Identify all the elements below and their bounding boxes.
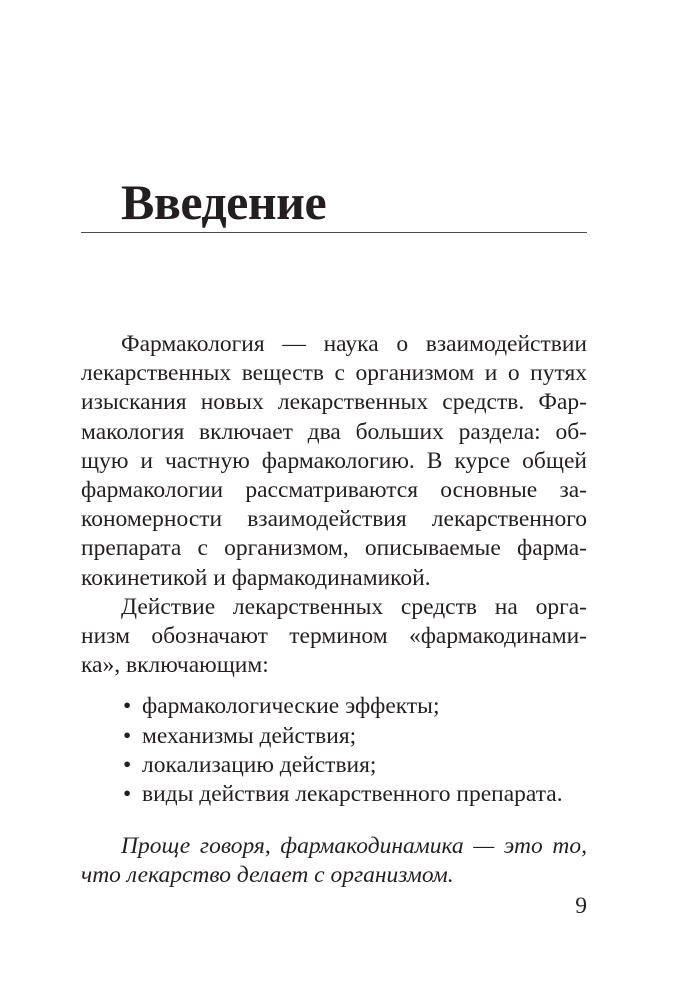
paragraph-pharmacology-definition	[81, 330, 587, 593]
page-number: 9	[575, 893, 587, 919]
text-line: препарата с организмом, описываемые фарма-	[81, 535, 587, 562]
text-line: макология включает два больших раздела: об-	[81, 418, 587, 445]
bullet-icon: •	[123, 722, 132, 749]
list-item-text: виды действия лекарственного препарата.	[142, 781, 563, 807]
text-line: Действие лекарственных средств на орга-	[121, 593, 587, 620]
list-item-text: локализацию действия;	[142, 751, 377, 778]
text-line: щую и частную фармакологию. В курсе общей	[81, 447, 587, 474]
list-item-text: фармакологические эффекты;	[142, 693, 440, 720]
text-line: что лекарство делает с организмом.	[81, 862, 454, 889]
list-item-text: механизмы действия;	[142, 722, 357, 749]
text-line: кономерности взаимодействия лекарственного	[81, 506, 587, 533]
text-line: Фармакология — наука о взаимодействии	[121, 331, 587, 357]
list-item	[81, 692, 587, 721]
list-item	[81, 780, 587, 809]
text-line: фармакологии рассматриваются основные за-	[81, 477, 587, 504]
text-line: кокинетикой и фармакодинамикой.	[81, 564, 431, 591]
paragraph-pharmacodynamics-intro	[81, 593, 587, 681]
italic-summary-paragraph	[81, 832, 587, 890]
chapter-heading: Введение	[121, 174, 327, 230]
text-line: низм обозначают термином «фармакодинами-	[81, 623, 587, 650]
list-item	[81, 722, 587, 751]
text-line: лекарственных веществ с организмом и о путях	[81, 360, 587, 387]
text-line: ка», включающим:	[81, 652, 269, 679]
bullet-icon: •	[123, 781, 132, 807]
bullet-list	[81, 692, 587, 809]
bullet-icon: •	[123, 693, 132, 720]
heading-underline	[81, 232, 587, 233]
text-line: Проще говоря, фармакодинамика — это то,	[121, 833, 587, 860]
list-item	[81, 751, 587, 780]
body-text	[81, 330, 587, 891]
text-line: изыскания новых лекарственных средств. Фар-	[81, 389, 587, 416]
bullet-icon: •	[123, 751, 132, 778]
